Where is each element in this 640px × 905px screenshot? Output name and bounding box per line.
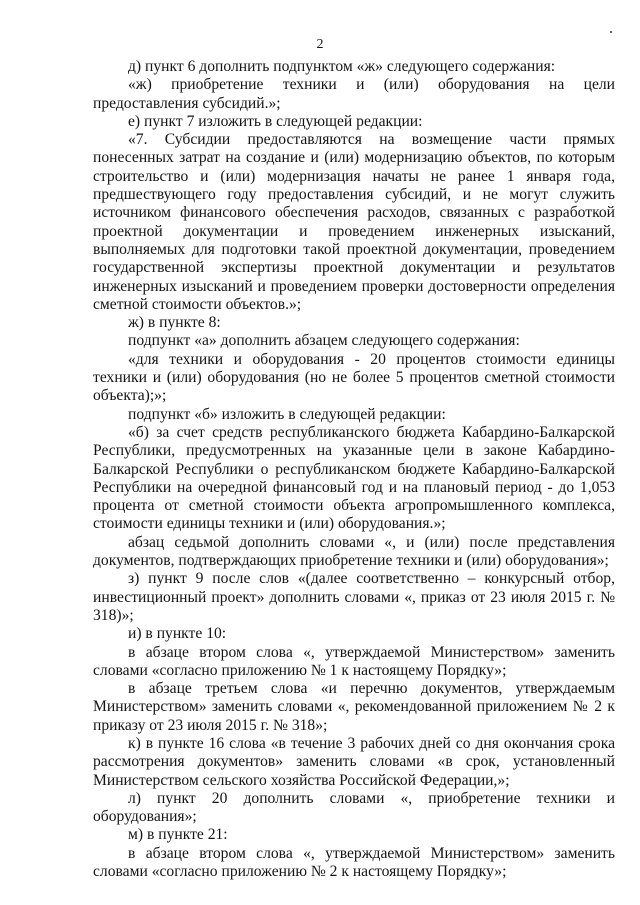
scan-speck <box>610 31 612 33</box>
paragraph-seventh-abzac: абзац седьмой дополнить словами «, и (или) после представления документов, подтверждающих приобретение техники и (или) оборудования»; <box>93 533 615 570</box>
paragraph-subpoint-a: подпункт «а» дополнить абзацем следующего содержания: <box>128 332 520 350</box>
paragraph-subpoint-zh: «ж) приобретение техники и (или) оборудования на цели предоставления субсидий.»; <box>93 76 615 112</box>
paragraph-amend-point-9: з) пункт 9 после слов «(далее соответственно – конкурсный отбор, инвестиционный проект» дополнить словами «, приказ от 23 июля 2015 г. № 318)»; <box>93 570 615 624</box>
paragraph-subpoint-b-text: «б) за счет средств республиканского бюджета Кабардино-Балкарской Республики, предусмотренных на указанные цели в законе Кабардино-Балкарской Республики о республиканском бюджете Кабардино-Балкарской Республики на очередной финансовый год и на плановый период - до 1,053 процента от сметной стоимости объекта агропромышленного комплекса, стоимости единицы техники и (или) оборудования.»; <box>93 423 615 533</box>
paragraph-amend-point-21: м) в пункте 21: <box>128 826 228 844</box>
page-number: 2 <box>316 37 324 52</box>
paragraph-point-10-second: в абзаце втором слова «, утверждаемой Министерством» заменить словами «согласно приложению № 1 к настоящему Порядку»; <box>93 643 615 679</box>
paragraph-point-21-second: в абзаце втором слова «, утверждаемой Министерством» заменить словами «согласно приложению № 2 к настоящему Порядку»; <box>93 844 615 881</box>
paragraph-amend-point-7: е) пункт 7 изложить в следующей редакции: <box>128 112 423 130</box>
document-body <box>93 58 615 881</box>
paragraph-amend-point-8: ж) в пункте 8: <box>128 314 221 332</box>
paragraph-point-7-text: «7. Субсидии предоставляются на возмещение части прямых понесенных затрат на создание и (или) модернизацию объектов, по которым строительство и (или) модернизация начаты не ранее 1 января года, предшествующего году предоставления субсидий, и не могут служить источником финансового обеспечения расходов, связанных с разработкой проектной документации и проведением инженерных изысканий, выполняемых для подготовки такой проектной документации, проведением государственной экспертизы проектной документации и результатов инженерных изысканий и проведением проверки достоверности определения сметной стоимости объектов.»; <box>93 131 615 313</box>
paragraph-subpoint-b: подпункт «б» изложить в следующей редакции: <box>128 405 446 423</box>
paragraph-amend-point-16: к) в пункте 16 слова «в течение 3 рабочих дней со дня окончания срока рассмотрения документов» заменить словами «в срок, установленный Министерством сельского хозяйства Российской Федерации,»; <box>93 734 615 789</box>
paragraph-amend-point-20: л) пункт 20 дополнить словами «, приобретение техники и оборудования»; <box>93 789 615 826</box>
paragraph-amend-point-6: д) пункт 6 дополнить подпунктом «ж» следующего содержания: <box>128 58 556 75</box>
paragraph-subpoint-a-text: «для техники и оборудования - 20 процентов стоимости единицы техники и (или) оборудования (но не более 5 процентов сметной стоимости объекта);»; <box>93 350 615 405</box>
paragraph-amend-point-10: и) в пункте 10: <box>128 625 227 643</box>
paragraph-point-10-third: в абзаце третьем слова «и перечню документов, утверждаемым Министерством» заменить словами «, рекомендованной приложением № 2 к приказу от 23 июля 2015 г. № 318»; <box>93 680 615 734</box>
